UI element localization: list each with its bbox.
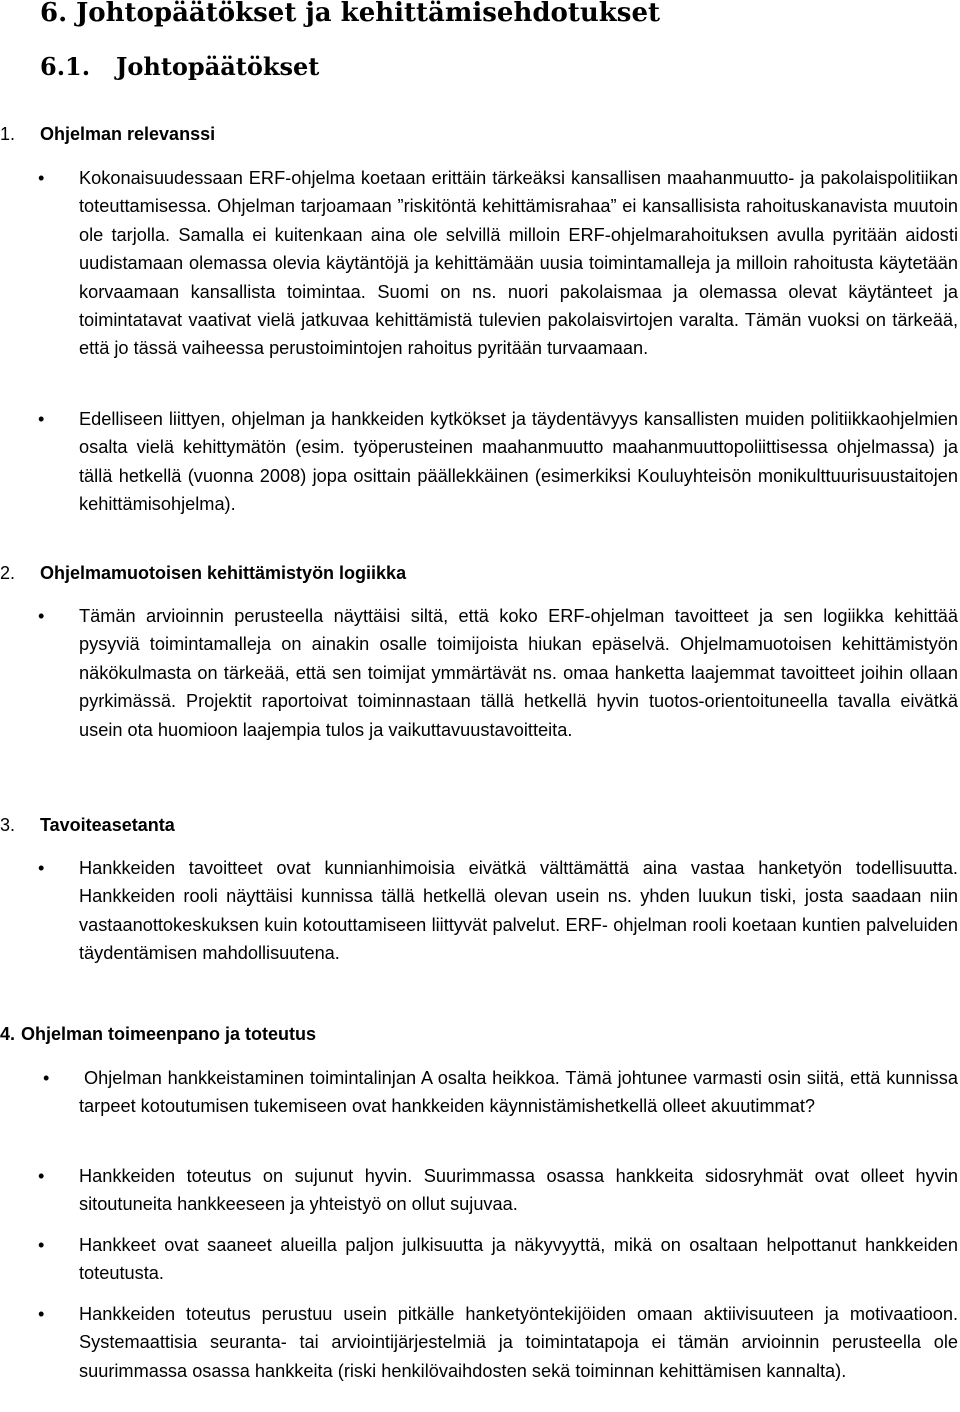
- bullet-paragraph: • Ohjelman hankkeistaminen toimintalinjan A osalta heikkoa. Tämä johtunee varmasti osin siitä, että kunnissa tarpeet kotoutumisen tukemiseen ovat hankkeiden käynnistämishetkellä olleet akuutimmat?: [79, 1064, 958, 1121]
- subchapter-title: Johtopäätökset: [116, 52, 320, 81]
- section-title: Ohjelmamuotoisen kehittämistyön logiikka: [40, 563, 407, 583]
- bullet-paragraph: • Hankkeiden toteutus on sujunut hyvin. Suurimmassa osassa hankkeita sidosryhmät ovat olleet hyvin sitoutuneita hankkeeseen ja yhteistyö on ollut sujuvaa.: [79, 1162, 958, 1219]
- section-heading: [0, 815, 175, 836]
- section-heading: [0, 1024, 316, 1045]
- chapter-title: Johtopäätökset ja kehittämisehdotukset: [76, 0, 660, 28]
- section-heading: [0, 563, 406, 584]
- section-number: 1.: [0, 124, 16, 144]
- section-number: 2.: [0, 563, 16, 583]
- bullet-paragraph: • Hankkeiden toteutus perustuu usein pitkälle hanketyöntekijöiden omaan aktiivisuuteen ja motivaatioon. Systemaattisia seuranta- tai arviointijärjestelmiä ja toimintatapoja ei tämän arvioinnin perusteella ole suurimmassa osassa hankkeita (riski henkilövaihdosten sekä toiminnan kehittämisen kannalta).: [79, 1300, 958, 1385]
- chapter-heading: [40, 0, 660, 28]
- section-title: Ohjelman toimeenpano ja toteutus: [21, 1024, 317, 1044]
- section-number: 4.: [0, 1024, 16, 1044]
- bullet-paragraph: • Kokonaisuudessaan ERF-ohjelma koetaan erittäin tärkeäksi kansallisen maahanmuutto- ja pakolaispolitiikan toteuttamisessa. Ohjelman tarjoamaan ”riskitöntä kehittämisrahaa” ei kansallisista rahoituskanavista muutoin ole tarjolla. Samalla ei kuitenkaan aina ole selvillä milloin ERF-ohjelmarahoituksen avulla pyritään aidosti uudistamaan olemassa olevia käytäntöjä ja kehittämään uusia toimintamalleja ja milloin rahoitusta käytetään korvaamaan kansallista toimintaa. Suomi on ns. nuori pakolaismaa ja olemassa olevat käytänteet ja toimintatavat vaativat vielä jatkuvaa kehittämistä tulevien pakolaisvirtojen varalta. Tämän vuoksi on tärkeää, että jo tässä vaiheessa perustoimintojen rahoitus pyritään turvaamaan.: [79, 164, 958, 363]
- bullet-paragraph: • Hankkeet ovat saaneet alueilla paljon julkisuutta ja näkyvyyttä, mikä on osaltaan helpottanut hankkeiden toteutusta.: [79, 1231, 958, 1288]
- bullet-paragraph: • Edelliseen liittyen, ohjelman ja hankkeiden kytkökset ja täydentävyys kansallisten muiden politiikkaohjelmien osalta vielä kehittymätön (esim. työperusteinen maahanmuutto maahanmuuttopoliittisessa ohjelmassa) ja tällä hetkellä (vuonna 2008) jopa osittain päällekkäinen (esimerkiksi Kouluyhteisön monikulttuurisuustaitojen kehittämisohjelma).: [79, 405, 958, 519]
- bullet-paragraph: • Hankkeiden tavoitteet ovat kunnianhimoisia eivätkä välttämättä aina vastaa hanketyön todellisuutta. Hankkeiden rooli näyttäisi kunnissa tällä hetkellä olevan usein ns. yhden luukun tiski, josta saadaan niin vastaanottokeskuksen kuin kotouttamiseen liittyvät palvelut. ERF- ohjelman rooli koetaan kuntien palveluiden täydentämisen mahdollisuutena.: [79, 854, 958, 968]
- bullet-paragraph: • Tämän arvioinnin perusteella näyttäisi siltä, että koko ERF-ohjelman tavoitteet ja sen logiikka kehittää pysyviä toimintamalleja on ainakin osalle toimijoista hiukan epäselvä. Ohjelmamuotoisen kehittämistyön näkökulmasta on tärkeää, että sen toimijat ymmärtävät ns. omaa hanketta laajemmat tavoitteet joihin ollaan pyrkimässä. Projektit raportoivat toiminnastaan tällä hetkellä hyvin tuotos-orientoituneella tavalla eivätkä usein ota huomioon laajempia tulos ja vaikuttavuustavoitteita.: [79, 602, 958, 744]
- chapter-number: 6.: [40, 0, 68, 28]
- subchapter-number: 6.1.: [40, 52, 91, 81]
- section-heading: [0, 124, 215, 145]
- subchapter-heading: [40, 52, 319, 81]
- section-title: Ohjelman relevanssi: [40, 124, 216, 144]
- section-number: 3.: [0, 815, 16, 835]
- section-title: Tavoiteasetanta: [40, 815, 175, 835]
